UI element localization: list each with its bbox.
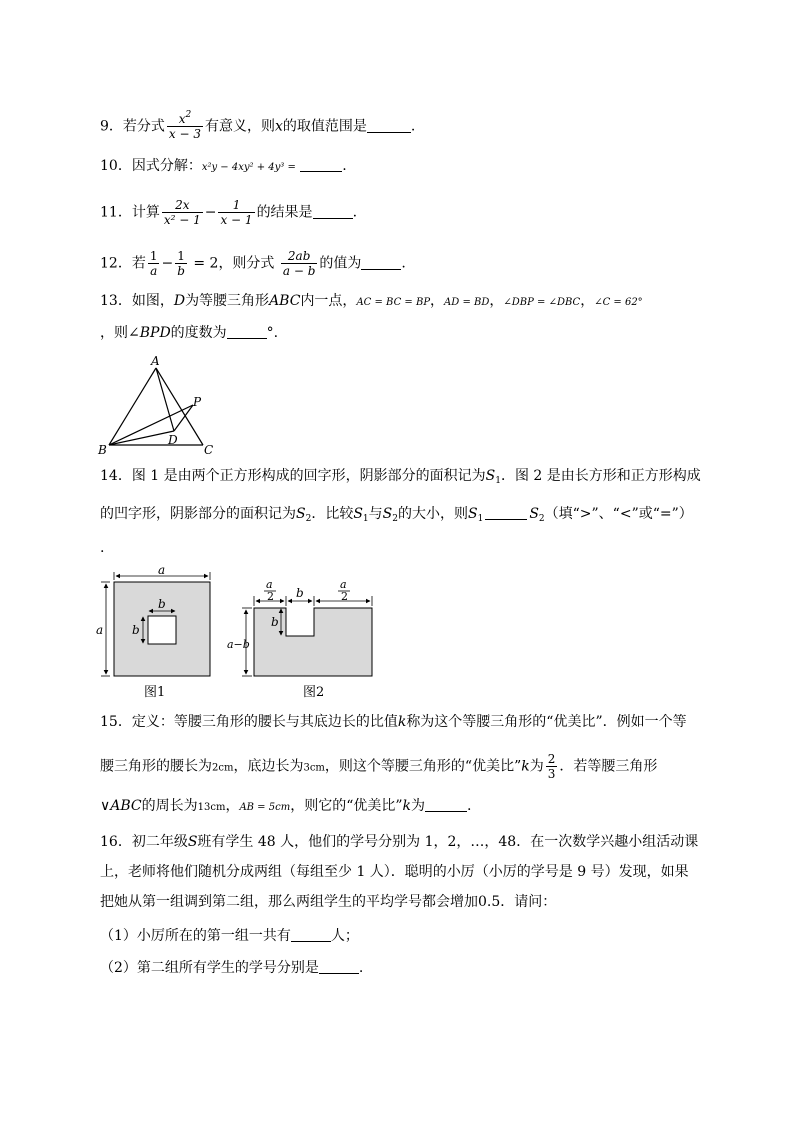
question-16-line-2: 上，老师将他们随机分成两组（每组至少 1 人）．聪明的小厉（小厉的学号是 9 号）发现，如果 (100, 864, 689, 880)
answer-blank-14[interactable] (485, 505, 527, 520)
fig2-label-a-left: a (266, 578, 273, 591)
question-10: 10．因式分解：x²y − 4xy² + 4y³ = . (100, 158, 347, 174)
fig2-label-2-left: 2 (267, 590, 274, 603)
question-16-part-2: （2）第二组所有学生的学号分别是 . (100, 960, 364, 976)
q12-fraction-2: $\frac{1}{b}$ (177, 249, 185, 278)
fig2-label-a-minus-b: a−b (227, 638, 250, 651)
fig2-label-2-right: 2 (341, 590, 348, 603)
q9-number: 9 (100, 118, 109, 135)
question-12: 12．若 $\frac{1}{a}$ − $\frac{1}{b}$ = 2，则分式 $\frac{2ab}{a - b}$ 的值为 . (100, 249, 406, 278)
vertex-label-p: P (193, 395, 202, 409)
question-14-line-1: 14．图 1 是由两个正方形构成的回字形，阴影部分的面积记为$S_1$．图 2 是由长方形和正方形构成 (100, 468, 701, 486)
answer-blank-15[interactable] (425, 797, 467, 812)
figure-1 (96, 566, 210, 700)
q11-fraction-2: $\frac{1}{x - 1}$ (220, 198, 253, 227)
answer-blank-12[interactable] (361, 255, 401, 270)
answer-blank-9[interactable] (367, 118, 411, 133)
question-13-line-1: 13．如图，D为等腰三角形ABC内一点，AC = BC = BP，AD = BD，∠DBP = ∠DBC，∠C = 62° (100, 293, 643, 309)
question-11: 11．计算 $\frac{2x}{\text{x² − 1}}$ − $\frac{1}{x - 1}$ 的结果是 . (100, 198, 358, 227)
figure-2 (227, 578, 372, 700)
q15-fraction: $\frac{2}{3}$ (547, 752, 556, 781)
answer-blank-16-1[interactable] (291, 927, 331, 942)
fig2-label-a-right: a (340, 578, 347, 591)
fig1-label-a-top: a (158, 566, 166, 577)
answer-blank-10[interactable] (300, 157, 342, 172)
question-16-line-1: 16．初二年级S班有学生 48 人，他们的学号分别为 1，2，…，48．在一次数学兴趣小组活动课 (100, 834, 699, 850)
vertex-label-d: D (168, 433, 178, 447)
vertex-label-c: C (204, 443, 214, 457)
question-15-line-1: 15．定义：等腰三角形的腰长与其底边长的比值k称为这个等腰三角形的“优美比”．例如一个等 (100, 714, 687, 730)
question-14-line-3: . (100, 540, 105, 556)
answer-blank-13[interactable] (227, 324, 267, 339)
triangle-figure (96, 350, 226, 458)
fig1-label-a-left: a (96, 623, 104, 637)
question-15-line-2: 腰三角形的腰长为2cm，底边长为3cm，则这个等腰三角形的“优美比”k为 $\frac{2}{3}$ ．若等腰三角形 (100, 752, 658, 781)
q11-fraction-1: $\frac{2x}{\text{x² − 1}}$ (163, 198, 201, 227)
vertex-label-b: B (98, 443, 107, 457)
fig1-label-b-left: b (132, 623, 140, 637)
q10-expression: x²y − 4xy² + 4y³ = (201, 162, 296, 173)
question-14-line-2: 的凹字形，阴影部分的面积记为$S_2$．比较$S_1$与$S_2$的大小，则$S_1$ $S_2$（填“>”、“<”或“=”） (100, 506, 693, 524)
question-9: 9．若分式 $\frac{x^2}{x - 3}$ 有意义，则x的取值范围是 . (100, 110, 416, 141)
q9-fraction: $\frac{x^2}{x - 3}$ (168, 110, 202, 141)
q12-fraction-3: $\frac{2ab}{a - b}$ (282, 249, 316, 278)
fig2-caption: 图2 (303, 685, 325, 700)
fig2-label-b-top: b (296, 586, 304, 600)
vertex-label-a: A (151, 354, 160, 368)
answer-blank-16-2[interactable] (319, 959, 359, 974)
question-13-line-2: ，则∠BPD的度数为 °. (100, 325, 279, 341)
question-16-line-3: 把她从第一组调到第二组，那么两组学生的平均学号都会增加0.5．请问： (100, 894, 557, 910)
question-16-part-1: （1）小厉所在的第一组一共有 人； (100, 928, 359, 944)
question-15-line-3: ∨ABC的周长为13cm，AB = 5cm，则它的“优美比”k为 . (100, 798, 472, 814)
fig1-label-b-top: b (158, 597, 166, 611)
q12-fraction-1: $\frac{1}{a}$ (149, 249, 158, 278)
answer-blank-11[interactable] (313, 204, 353, 219)
square-figures (96, 566, 386, 706)
fig2-label-b-left: b (271, 615, 279, 629)
fig1-caption: 图1 (144, 685, 166, 700)
